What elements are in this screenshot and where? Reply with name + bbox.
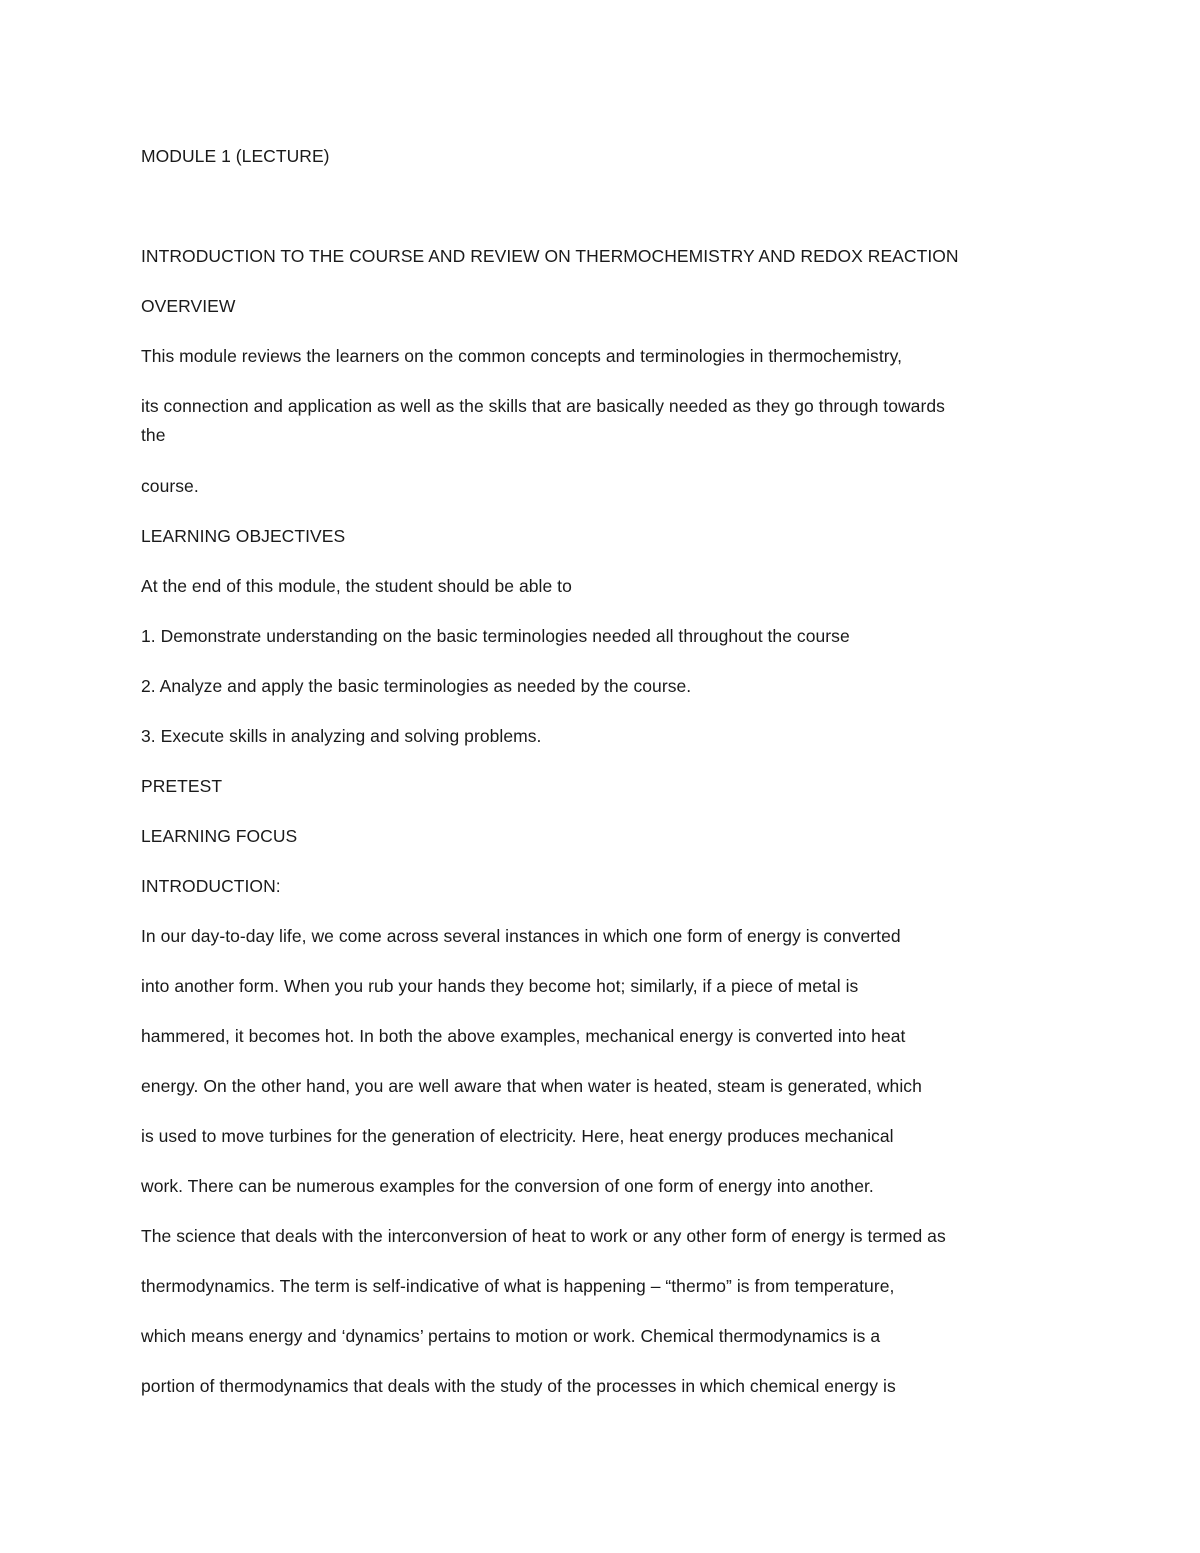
introduction-line: work. There can be numerous examples for the conversion of one form of energy into another. xyxy=(141,1176,874,1196)
course-title: INTRODUCTION TO THE COURSE AND REVIEW ON THERMOCHEMISTRY AND REDOX REACTION xyxy=(141,246,959,266)
introduction-line: which means energy and ‘dynamics’ pertains to motion or work. Chemical thermodynamics is a xyxy=(141,1326,881,1346)
introduction-line: thermodynamics. The term is self-indicative of what is happening – “thermo” is from temperature, xyxy=(141,1276,895,1296)
objective-item: 2. Analyze and apply the basic terminologies as needed by the course. xyxy=(141,676,692,696)
objective-item: 1. Demonstrate understanding on the basic terminologies needed all throughout the course xyxy=(141,626,850,646)
learning-focus-heading: LEARNING FOCUS xyxy=(141,826,298,846)
introduction-heading: INTRODUCTION: xyxy=(141,876,281,896)
introduction-line: into another form. When you rub your hands they become hot; similarly, if a piece of metal is xyxy=(141,976,859,996)
overview-line: course. xyxy=(141,476,199,496)
introduction-line: is used to move turbines for the generation of electricity. Here, heat energy produces mechanical xyxy=(141,1126,894,1146)
overview-line: its connection and application as well as the skills that are basically needed as they go through towards xyxy=(141,396,945,416)
overview-heading: OVERVIEW xyxy=(141,296,236,316)
introduction-line: portion of thermodynamics that deals with the study of the processes in which chemical energy is xyxy=(141,1376,896,1396)
overview-line: This module reviews the learners on the common concepts and terminologies in thermochemistry, xyxy=(141,346,903,366)
objective-item: 3. Execute skills in analyzing and solving problems. xyxy=(141,726,542,746)
objectives-intro: At the end of this module, the student should be able to xyxy=(141,576,572,596)
module-title: MODULE 1 (LECTURE) xyxy=(141,146,330,166)
introduction-line: The science that deals with the interconversion of heat to work or any other form of energy is termed as xyxy=(141,1226,946,1246)
introduction-line: energy. On the other hand, you are well aware that when water is heated, steam is generated, which xyxy=(141,1076,922,1096)
pretest-heading: PRETEST xyxy=(141,776,223,796)
overview-line: the xyxy=(141,425,166,445)
objectives-heading: LEARNING OBJECTIVES xyxy=(141,526,346,546)
introduction-line: In our day-to-day life, we come across several instances in which one form of energy is converted xyxy=(141,926,901,946)
introduction-line: hammered, it becomes hot. In both the above examples, mechanical energy is converted into heat xyxy=(141,1026,906,1046)
